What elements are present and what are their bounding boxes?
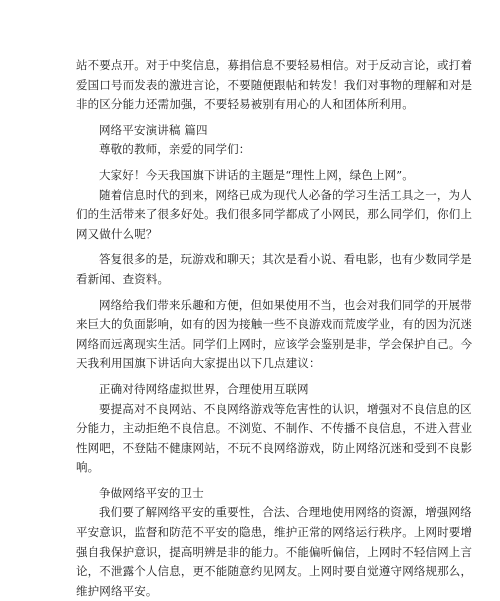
text-line: 爱国口号而发表的激进言论，不要随便跟帖和转发！我们对事物的理解和对是 xyxy=(76,77,473,92)
text-line: 看新闻、查资料。 xyxy=(76,271,170,286)
text-line: 我们要了解网络平安的重要性，合法、合理地使用网络的资源，增强网络 xyxy=(99,505,472,520)
text-line: 非的区分能力还需加强，不要轻易被别有用心的人和团体所利用。 xyxy=(76,97,414,112)
text-line: 随着信息时代的到来，网络已成为现代人必备的学习生活工具之一，为人 xyxy=(99,187,472,202)
text-line: 强自我保护意识，提高明辨是非的能力。不能偏听偏信，上网时不轻信网上言 xyxy=(76,544,473,559)
text-line: 网络平安演讲稿 篇四 xyxy=(99,122,208,137)
text-line: 尊敬的教师，亲爱的同学们： xyxy=(99,142,251,157)
text-line: 站不要点开。对于中奖信息，募捐信息不要轻易相信。对于反动言论，或打着 xyxy=(76,58,473,72)
text-line: 正确对待网络虚拟世界，合理使用互联网 xyxy=(99,381,309,396)
text-line: 性网吧，不登陆不健康网站，不玩不良网络游戏，防止网络沉迷和受到不良影 xyxy=(76,440,473,455)
text-line: 分能力，主动拒绝不良信息。不浏览、不制作、不传播不良信息，不进入营业 xyxy=(76,421,473,436)
text-line: 们的生活带来了很多好处。我们很多同学都成了小网民，那么同学们，你们上 xyxy=(76,207,473,222)
text-line: 响。 xyxy=(76,460,100,475)
text-line: 大家好！今天我国旗下讲话的主题是“理性上网，绿色上网”。 xyxy=(99,167,414,182)
text-line: 平安意识，监督和防范不平安的隐患，维护正常的网络运行秩序。上网时要增 xyxy=(76,525,473,540)
text-line: 网又做什么呢？ xyxy=(76,226,158,241)
text-line: 维护网络平安。 xyxy=(76,583,158,598)
text-line: 天我利用国旗下讲话向大家提出以下几点建议： xyxy=(76,356,321,371)
text-line: 网络而远离现实生活。同学们上网时，应该学会鉴别是非，学会保护自己。今 xyxy=(76,336,473,351)
text-line: 答复很多的是，玩游戏和聊天；其次是看小说、看电影，也有少数同学是 xyxy=(99,252,472,267)
text-line: 论，不泄露个人信息，更不能随意约见网友。上网时要自觉遵守网络规那么， xyxy=(76,564,473,579)
text-line: 要提高对不良网站、不良网络游戏等危害性的认识，增强对不良信息的区 xyxy=(99,401,472,416)
text-line: 来巨大的负面影响，如有的因为接触一些不良游戏而荒废学业，有的因为沉迷 xyxy=(76,317,473,332)
document-body xyxy=(76,56,473,601)
text-line: 争做网络平安的卫士 xyxy=(99,485,204,500)
text-line: 网络给我们带来乐趣和方便，但如果使用不当，也会对我们同学的开展带 xyxy=(99,297,472,312)
